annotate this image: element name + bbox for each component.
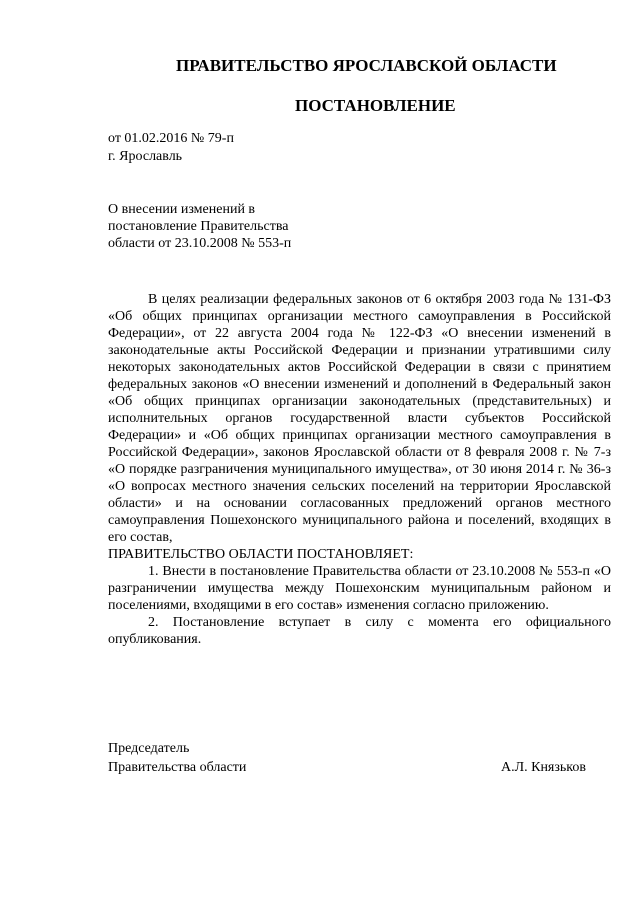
signature-block bbox=[108, 739, 586, 777]
government-heading: ПРАВИТЕЛЬСТВО ЯРОСЛАВСКОЙ ОБЛАСТИ bbox=[176, 56, 557, 75]
resolves-line: ПРАВИТЕЛЬСТВО ОБЛАСТИ ПОСТАНОВЛЯЕТ: bbox=[108, 547, 414, 562]
document-body bbox=[108, 291, 611, 648]
signatory-title-line1: Председатель bbox=[108, 741, 190, 756]
signatory-name: А.Л. Князьков bbox=[501, 760, 586, 775]
document-type-heading: ПОСТАНОВЛЕНИЕ bbox=[295, 96, 456, 115]
item-2-paragraph: 2. Постановление вступает в силу с момента его официального опубликования. bbox=[108, 615, 611, 647]
date-number: от 01.02.2016 № 79-п bbox=[108, 131, 234, 146]
subject-line: О внесении изменений в bbox=[108, 202, 256, 217]
item-1-paragraph: 1. Внести в постановление Правительства области от 23.10.2008 № 553-п «О разграничении имущества между Пошехонским муниципальным районом и поселениями, входящими в его состав» изменения согласно приложению. bbox=[108, 564, 611, 613]
city: г. Ярославль bbox=[108, 149, 183, 164]
subject-line: области от 23.10.2008 № 553-п bbox=[108, 236, 292, 251]
subject-block bbox=[108, 201, 291, 252]
signatory-title-line2: Правительства области bbox=[108, 760, 247, 775]
preamble-paragraph: В целях реализации федеральных законов от 6 октября 2003 года № 131-ФЗ «Об общих принципах организации местного самоуправления в Российской Федерации», от 22 августа 2004 года № 122-ФЗ «О внесении изменений в законодательные акты Российской Федерации и признании утратившими силу некоторых законодательных актов Российской Федерации в связи с принятием федеральных законов «О внесении изменений и дополнений в Федеральный закон «Об общих принципах организации законодательных (представительных) и исполнительных органов государственной власти субъектов Российской Федерации» и «Об общих принципах организации местного самоуправления в Российской Федерации», законов Ярославской области от 8 февраля 2008 г. № 7-з «О порядке разграничения муниципального имущества», от 30 июня 2014 г. № 36-з «О вопросах местного значения сельских поселений на территории Ярославской области» и на основании согласованных предложений органов местного самоуправления Пошехонского муниципального района и поселений, входящих в его состав, bbox=[108, 292, 611, 545]
subject-line: постановление Правительства bbox=[108, 219, 289, 234]
